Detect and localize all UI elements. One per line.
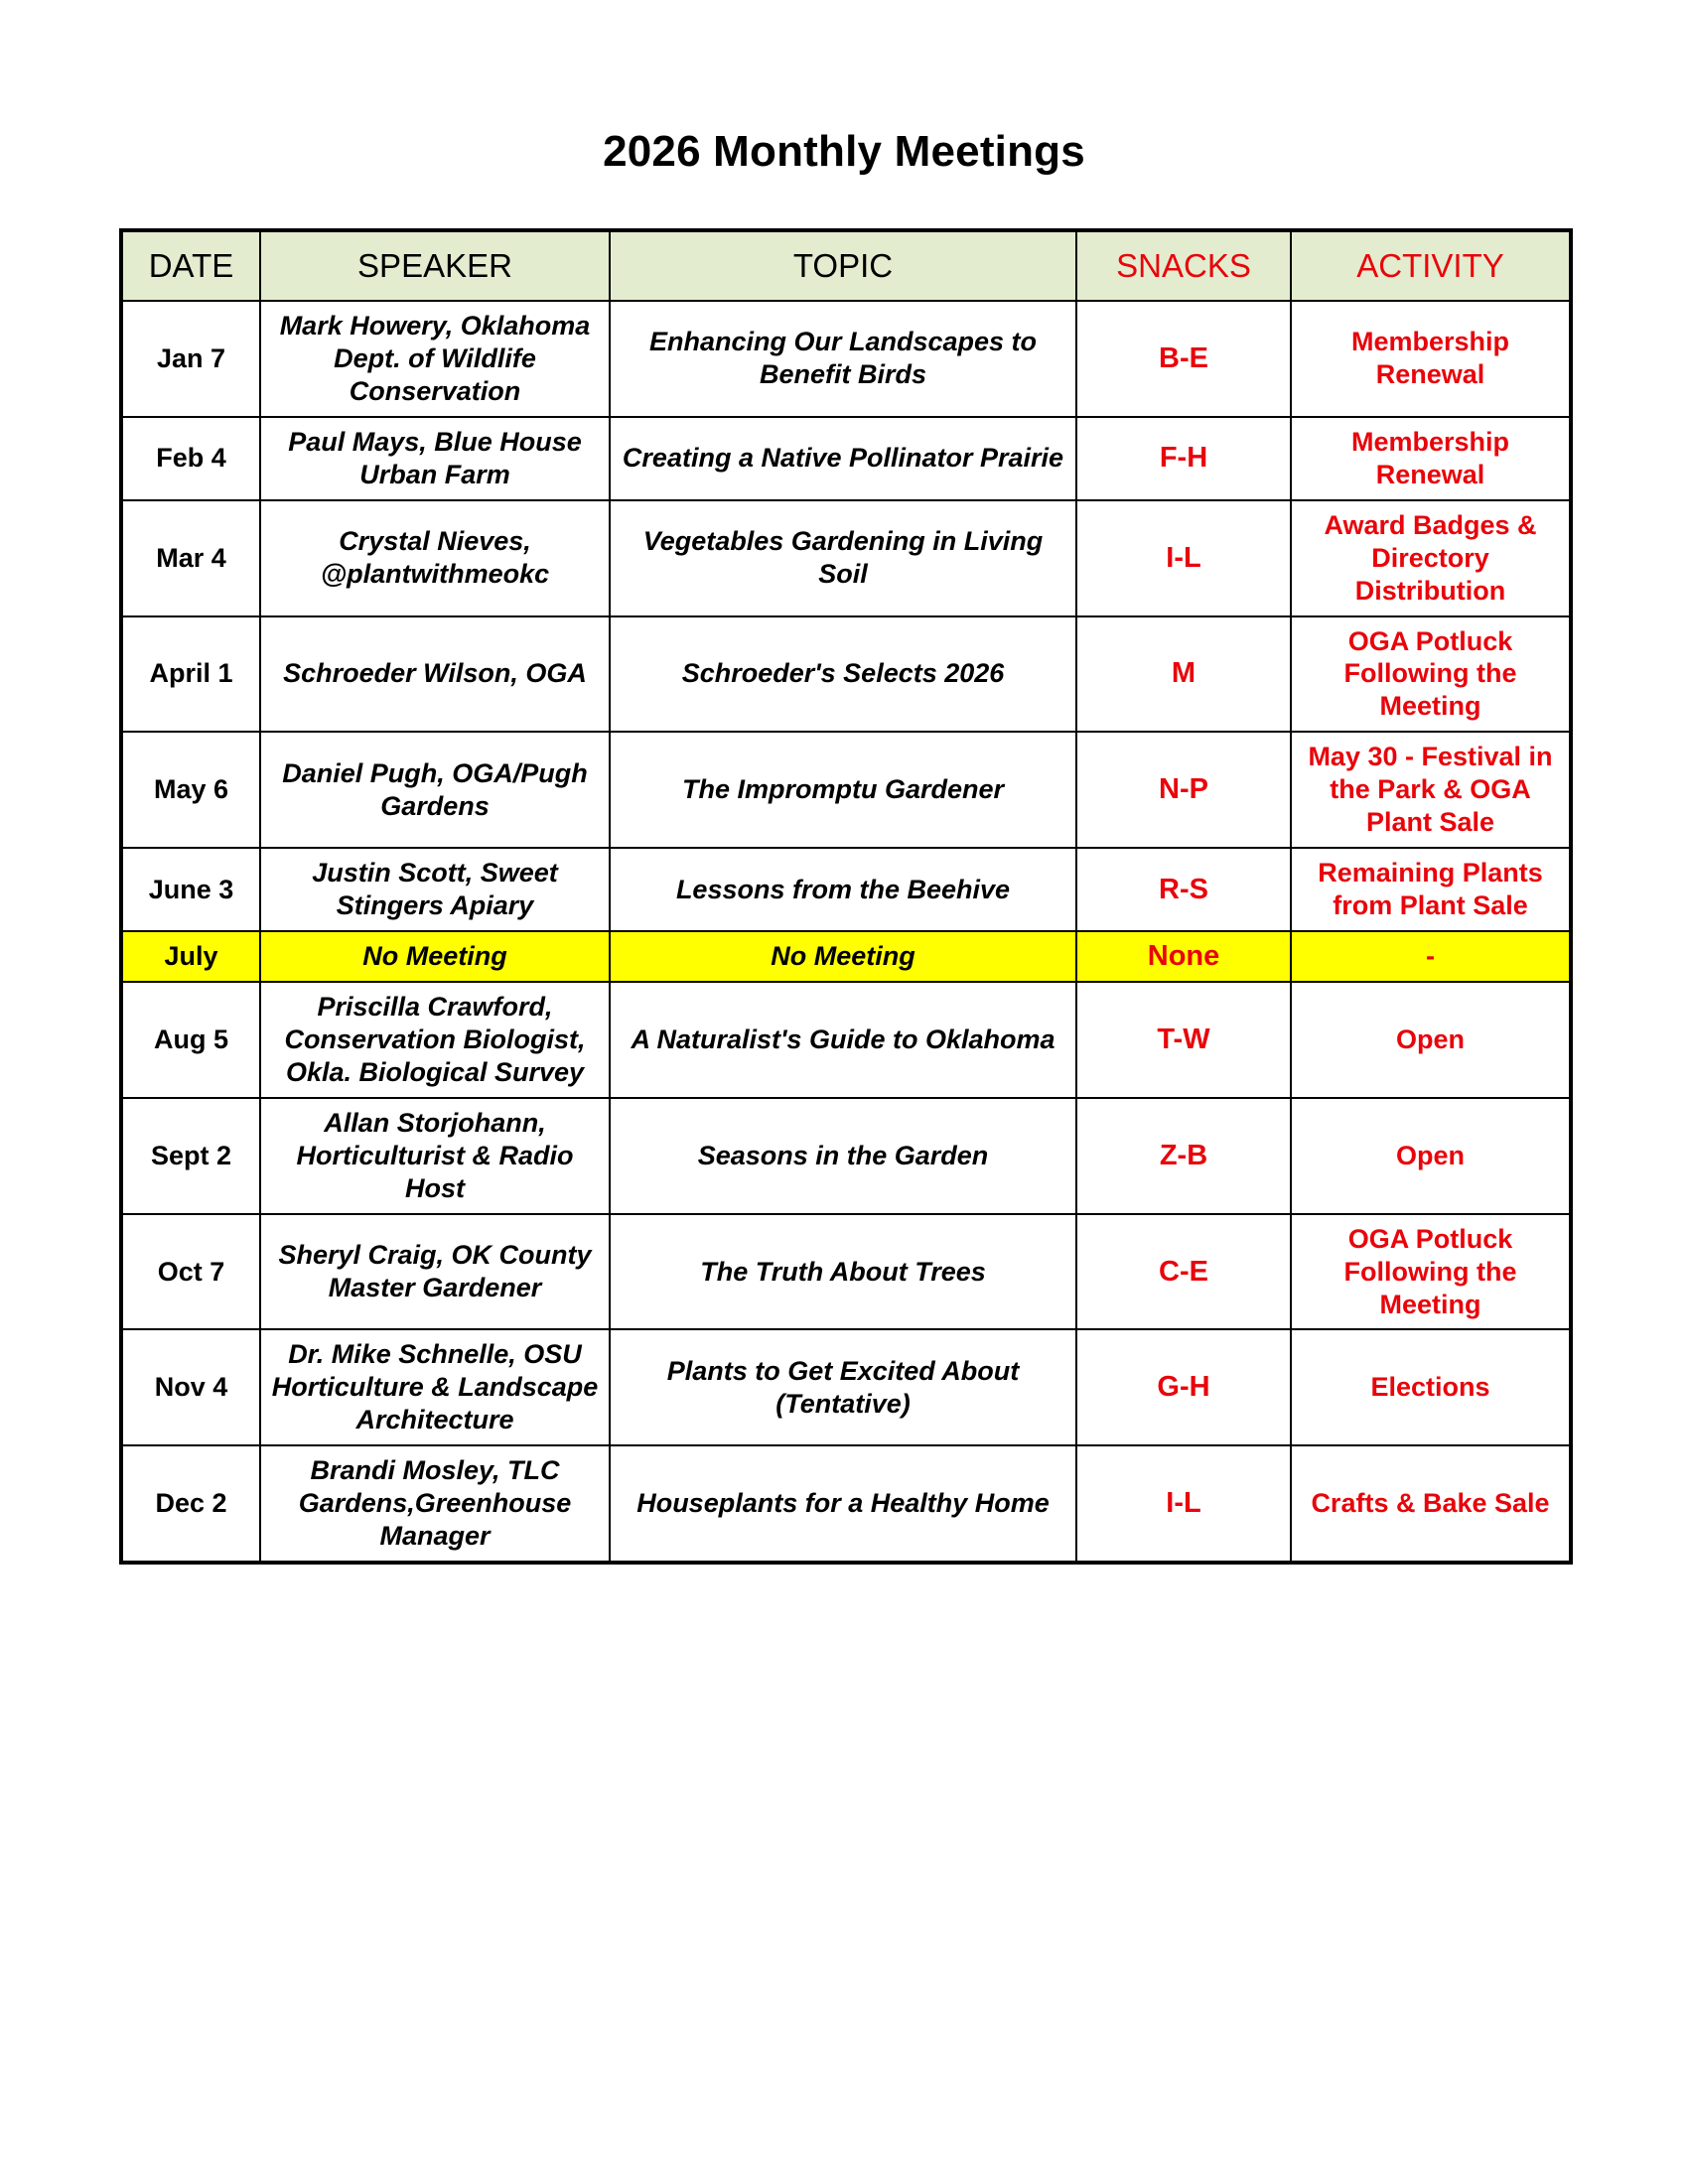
- cell-speaker: Mark Howery, Oklahoma Dept. of Wildlife Conservation: [260, 301, 610, 417]
- cell-snacks: T-W: [1076, 982, 1291, 1098]
- cell-date: Nov 4: [121, 1329, 260, 1445]
- table-row: [121, 1329, 1571, 1445]
- column-header-date: DATE: [121, 230, 260, 301]
- table-row: [121, 931, 1571, 982]
- cell-activity: Elections: [1291, 1329, 1571, 1445]
- cell-topic: Enhancing Our Landscapes to Benefit Birds: [610, 301, 1076, 417]
- cell-topic: Seasons in the Garden: [610, 1098, 1076, 1214]
- cell-date: Mar 4: [121, 500, 260, 616]
- cell-date: Sept 2: [121, 1098, 260, 1214]
- cell-activity: Award Badges & Directory Distribution: [1291, 500, 1571, 616]
- cell-activity: OGA Potluck Following the Meeting: [1291, 1214, 1571, 1330]
- cell-topic: A Naturalist's Guide to Oklahoma: [610, 982, 1076, 1098]
- table-row: [121, 417, 1571, 500]
- table-body: [121, 301, 1571, 1563]
- column-header-snacks: SNACKS: [1076, 230, 1291, 301]
- monthly-meetings-table: [119, 228, 1573, 1565]
- cell-snacks: N-P: [1076, 732, 1291, 848]
- cell-topic: The Truth About Trees: [610, 1214, 1076, 1330]
- cell-topic: Plants to Get Excited About (Tentative): [610, 1329, 1076, 1445]
- cell-activity: Membership Renewal: [1291, 417, 1571, 500]
- cell-date: Jan 7: [121, 301, 260, 417]
- schedule-table-wrapper: [119, 177, 1569, 1565]
- cell-topic: Schroeder's Selects 2026: [610, 616, 1076, 733]
- cell-snacks: C-E: [1076, 1214, 1291, 1330]
- cell-date: Feb 4: [121, 417, 260, 500]
- cell-snacks: None: [1076, 931, 1291, 982]
- cell-snacks: M: [1076, 616, 1291, 733]
- cell-date: Aug 5: [121, 982, 260, 1098]
- cell-date: Dec 2: [121, 1445, 260, 1563]
- table-row: [121, 848, 1571, 931]
- table-row: [121, 1445, 1571, 1563]
- cell-topic: Creating a Native Pollinator Prairie: [610, 417, 1076, 500]
- cell-topic: Vegetables Gardening in Living Soil: [610, 500, 1076, 616]
- cell-topic: Houseplants for a Healthy Home: [610, 1445, 1076, 1563]
- cell-date: May 6: [121, 732, 260, 848]
- cell-activity: -: [1291, 931, 1571, 982]
- cell-date: Oct 7: [121, 1214, 260, 1330]
- cell-activity: Remaining Plants from Plant Sale: [1291, 848, 1571, 931]
- cell-speaker: Daniel Pugh, OGA/Pugh Gardens: [260, 732, 610, 848]
- cell-snacks: B-E: [1076, 301, 1291, 417]
- cell-activity: OGA Potluck Following the Meeting: [1291, 616, 1571, 733]
- table-row: [121, 500, 1571, 616]
- table-row: [121, 1098, 1571, 1214]
- cell-speaker: Schroeder Wilson, OGA: [260, 616, 610, 733]
- cell-speaker: Sheryl Craig, OK County Master Gardener: [260, 1214, 610, 1330]
- table-row: [121, 982, 1571, 1098]
- cell-snacks: R-S: [1076, 848, 1291, 931]
- cell-date: June 3: [121, 848, 260, 931]
- cell-speaker: Brandi Mosley, TLC Gardens,Greenhouse Manager: [260, 1445, 610, 1563]
- table-row: [121, 301, 1571, 417]
- page-title: 2026 Monthly Meetings: [603, 127, 1085, 176]
- cell-topic: Lessons from the Beehive: [610, 848, 1076, 931]
- column-header-speaker: SPEAKER: [260, 230, 610, 301]
- cell-date: April 1: [121, 616, 260, 733]
- column-header-topic: TOPIC: [610, 230, 1076, 301]
- cell-speaker: No Meeting: [260, 931, 610, 982]
- cell-speaker: Crystal Nieves, @plantwithmeokc: [260, 500, 610, 616]
- cell-snacks: I-L: [1076, 500, 1291, 616]
- cell-speaker: Dr. Mike Schnelle, OSU Horticulture & Landscape Architecture: [260, 1329, 610, 1445]
- header-row: [121, 230, 1571, 301]
- cell-speaker: Allan Storjohann, Horticulturist & Radio Host: [260, 1098, 610, 1214]
- cell-speaker: Priscilla Crawford, Conservation Biologist, Okla. Biological Survey: [260, 982, 610, 1098]
- cell-snacks: G-H: [1076, 1329, 1291, 1445]
- cell-speaker: Paul Mays, Blue House Urban Farm: [260, 417, 610, 500]
- cell-topic: The Impromptu Gardener: [610, 732, 1076, 848]
- cell-date: July: [121, 931, 260, 982]
- cell-snacks: F-H: [1076, 417, 1291, 500]
- cell-activity: Membership Renewal: [1291, 301, 1571, 417]
- column-header-activity: ACTIVITY: [1291, 230, 1571, 301]
- cell-activity: Crafts & Bake Sale: [1291, 1445, 1571, 1563]
- cell-snacks: Z-B: [1076, 1098, 1291, 1214]
- table-row: [121, 1214, 1571, 1330]
- cell-topic: No Meeting: [610, 931, 1076, 982]
- cell-activity: Open: [1291, 1098, 1571, 1214]
- cell-snacks: I-L: [1076, 1445, 1291, 1563]
- cell-activity: May 30 - Festival in the Park & OGA Plant Sale: [1291, 732, 1571, 848]
- table-row: [121, 616, 1571, 733]
- cell-activity: Open: [1291, 982, 1571, 1098]
- table-row: [121, 732, 1571, 848]
- cell-speaker: Justin Scott, Sweet Stingers Apiary: [260, 848, 610, 931]
- table-header: [121, 230, 1571, 301]
